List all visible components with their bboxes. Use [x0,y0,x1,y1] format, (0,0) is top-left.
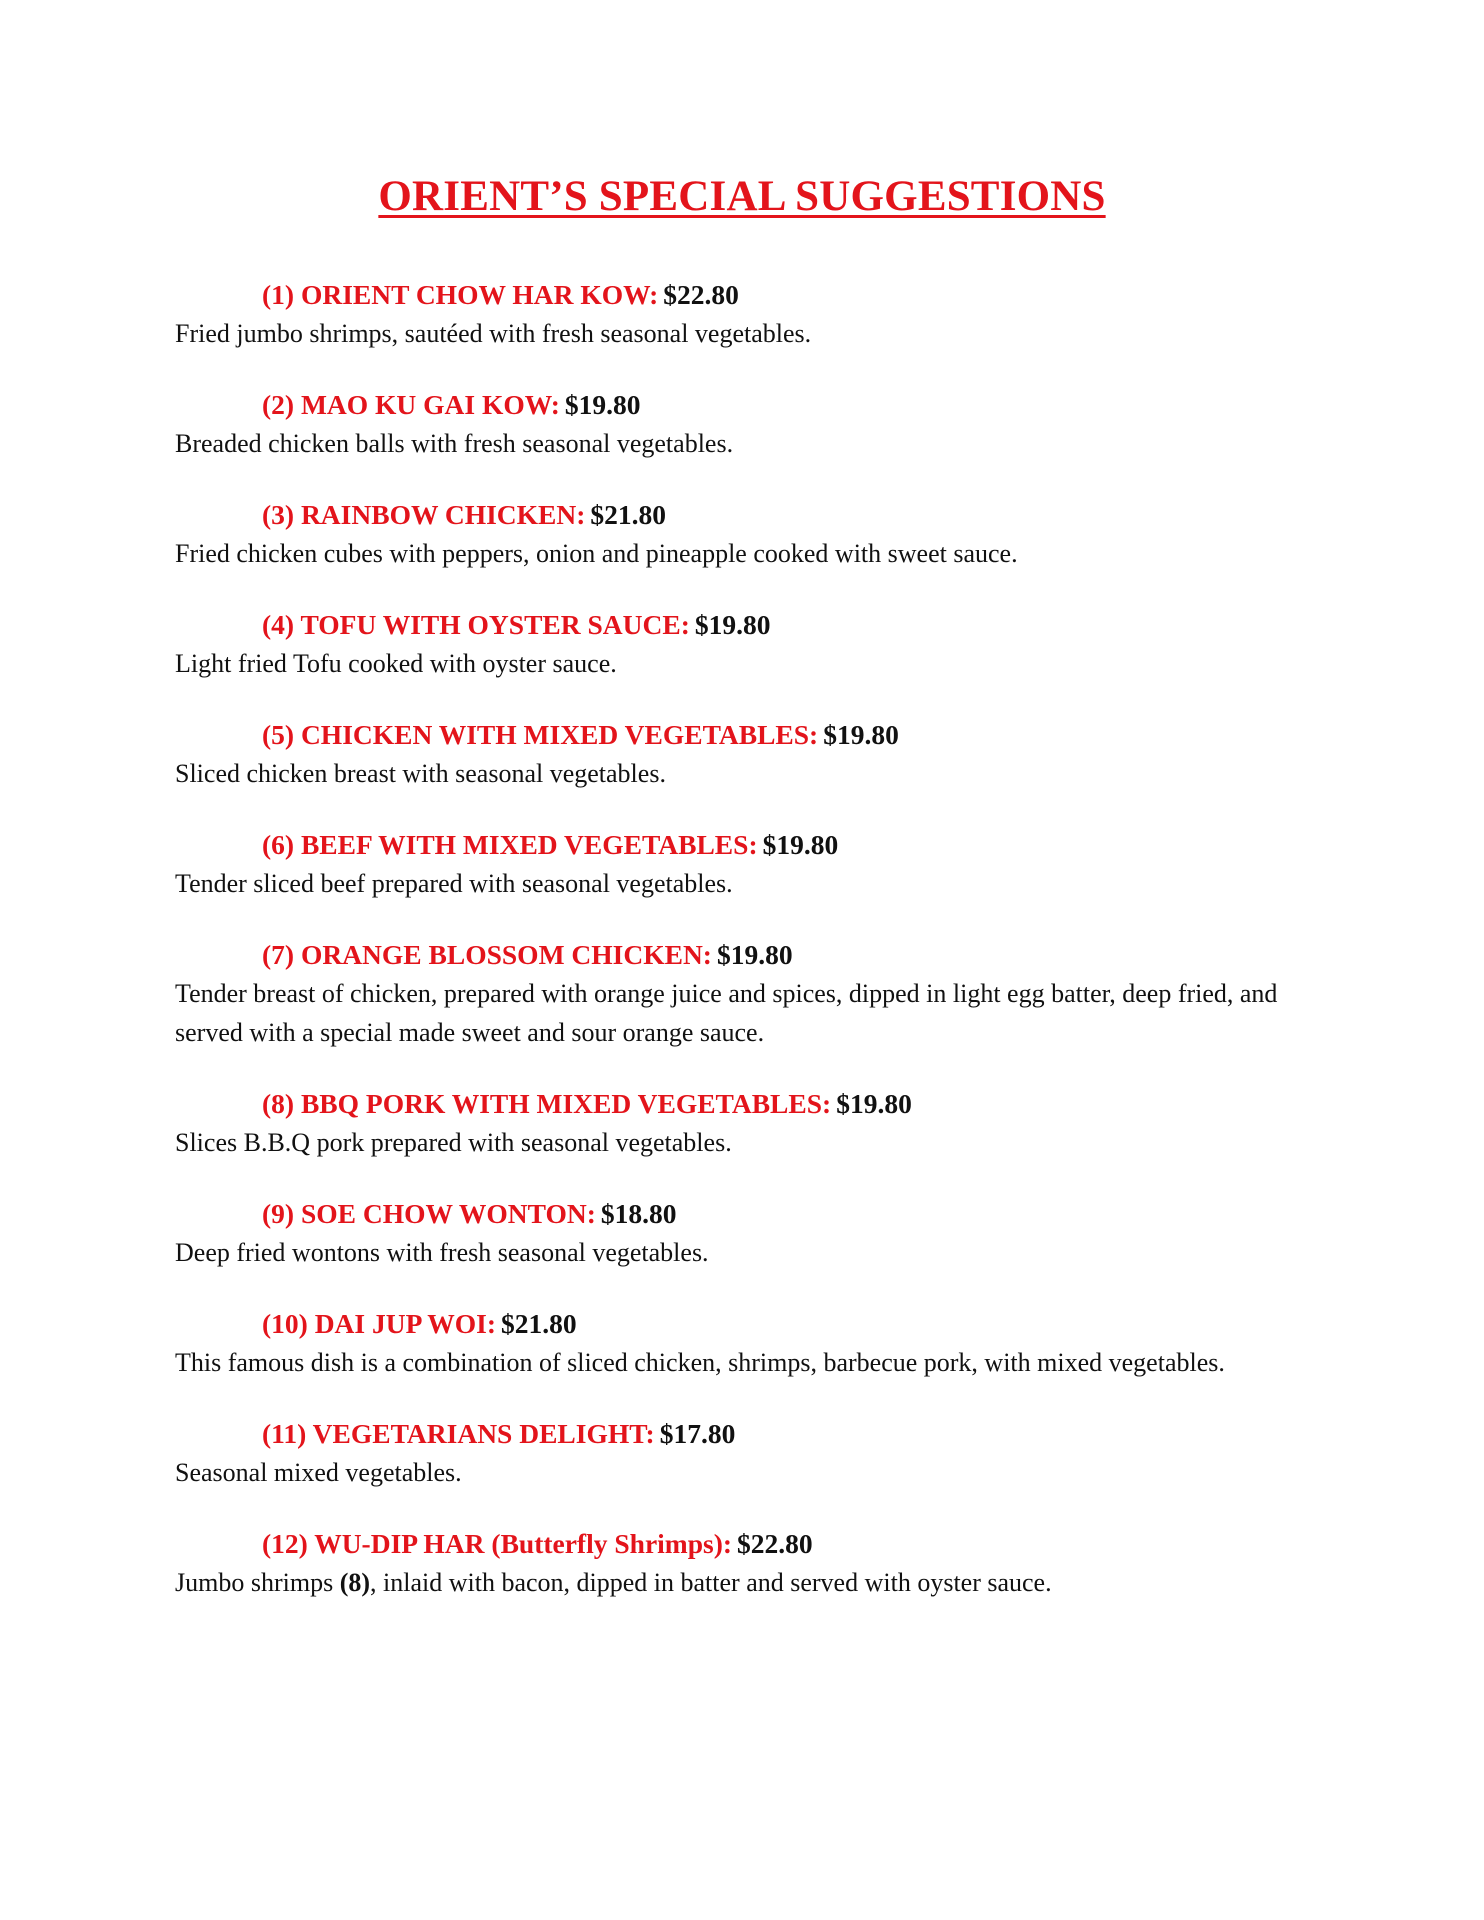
menu-item-name: (8) BBQ PORK WITH MIXED VEGETABLES: [262,1088,832,1119]
menu-item-name: (3) RAINBOW CHICKEN: [262,499,586,530]
menu-item-price: $17.80 [659,1418,736,1449]
menu-item-description: Tender sliced beef prepared with seasonal vegetables. [175,869,733,898]
menu-item-heading [175,825,1325,864]
menu-item [175,935,1325,1052]
menu-item-description: This famous dish is a combination of sliced chicken, shrimps, barbecue pork, with mixed vegetables. [175,1348,1225,1377]
menu-item-price: $19.80 [823,719,899,750]
menu-item-name: (9) SOE CHOW WONTON: [262,1198,596,1229]
menu-item-name: (1) ORIENT CHOW HAR KOW: [262,279,659,310]
menu-item-description: Light fried Tofu cooked with oyster sauce. [175,649,617,678]
menu-item-description: Deep fried wontons with fresh seasonal vegetables. [175,1238,709,1267]
menu-item-price: $19.80 [836,1088,912,1119]
menu-item-price: $21.80 [590,499,667,530]
page-title: ORIENT’S SPECIAL SUGGESTIONS [378,173,1106,220]
menu-item-name: (11) VEGETARIANS DELIGHT: [262,1418,655,1449]
menu-item-heading [175,275,1325,314]
menu-item-price: $19.80 [762,829,839,860]
menu-item [175,1304,1325,1382]
menu-item-name: (7) ORANGE BLOSSOM CHICKEN: [262,939,712,970]
menu-items [175,275,1325,1634]
menu-item [175,605,1325,683]
menu-item-description: Sliced chicken breast with seasonal vegetables. [175,759,666,788]
menu-item-name: (5) CHICKEN WITH MIXED VEGETABLES: [262,719,819,750]
menu-item-price: $22.80 [737,1528,813,1559]
menu-item-price: $19.80 [694,609,771,640]
menu-item-description: Fried jumbo shrimps, sautéed with fresh seasonal vegetables. [175,319,812,348]
menu-item-price: $22.80 [663,279,739,310]
menu-item-description: Slices B.B.Q pork prepared with seasonal vegetables. [175,1128,732,1157]
menu-item-name: (10) DAI JUP WOI: [262,1308,497,1339]
menu-item-name: (6) BEEF WITH MIXED VEGETABLES: [262,829,758,860]
menu-item-description: Tender breast of chicken, prepared with orange juice and spices, dipped in light egg batter, deep fried, and served with a special made sweet and sour orange sauce. [175,979,1278,1047]
menu-item-heading [175,385,1325,424]
menu-item-description-part: , inlaid with bacon, dipped in batter and served with oyster sauce. [370,1568,1052,1597]
menu-item-description-part: Jumbo shrimps [175,1568,340,1597]
menu-item [175,1194,1325,1272]
menu-item-heading [175,495,1325,534]
menu-item-heading [175,715,1325,754]
menu-item-price: $19.80 [564,389,641,420]
menu-item-name: (12) WU-DIP HAR (Butterfly Shrimps): [262,1528,733,1559]
menu-item-price: $18.80 [600,1198,677,1229]
menu-item-description: Breaded chicken balls with fresh seasonal vegetables. [175,429,734,458]
menu-item-heading [175,1414,1325,1453]
menu-item-heading [175,605,1325,644]
menu-item [175,1414,1325,1492]
menu-item-description: Seasonal mixed vegetables. [175,1458,462,1487]
menu-item-description [175,1563,1325,1602]
menu-item-name: (4) TOFU WITH OYSTER SAUCE: [262,609,690,640]
menu-item [175,825,1325,903]
menu-item [175,715,1325,793]
menu-item-name: (2) MAO KU GAI KOW: [262,389,560,420]
menu-item-price: $19.80 [716,939,793,970]
menu-item-heading [175,1194,1325,1233]
menu-item [175,1084,1325,1162]
menu-item [175,385,1325,463]
menu-item-count: (8) [339,1568,371,1597]
menu-item-heading [175,1304,1325,1343]
menu-item [175,275,1325,353]
menu-item [175,495,1325,573]
menu-item-price: $21.80 [501,1308,577,1339]
menu-item [175,1524,1325,1602]
menu-item-heading [175,935,1325,974]
menu-item-heading [175,1524,1325,1563]
menu-item-description: Fried chicken cubes with peppers, onion and pineapple cooked with sweet sauce. [175,539,1018,568]
menu-item-heading [175,1084,1325,1123]
